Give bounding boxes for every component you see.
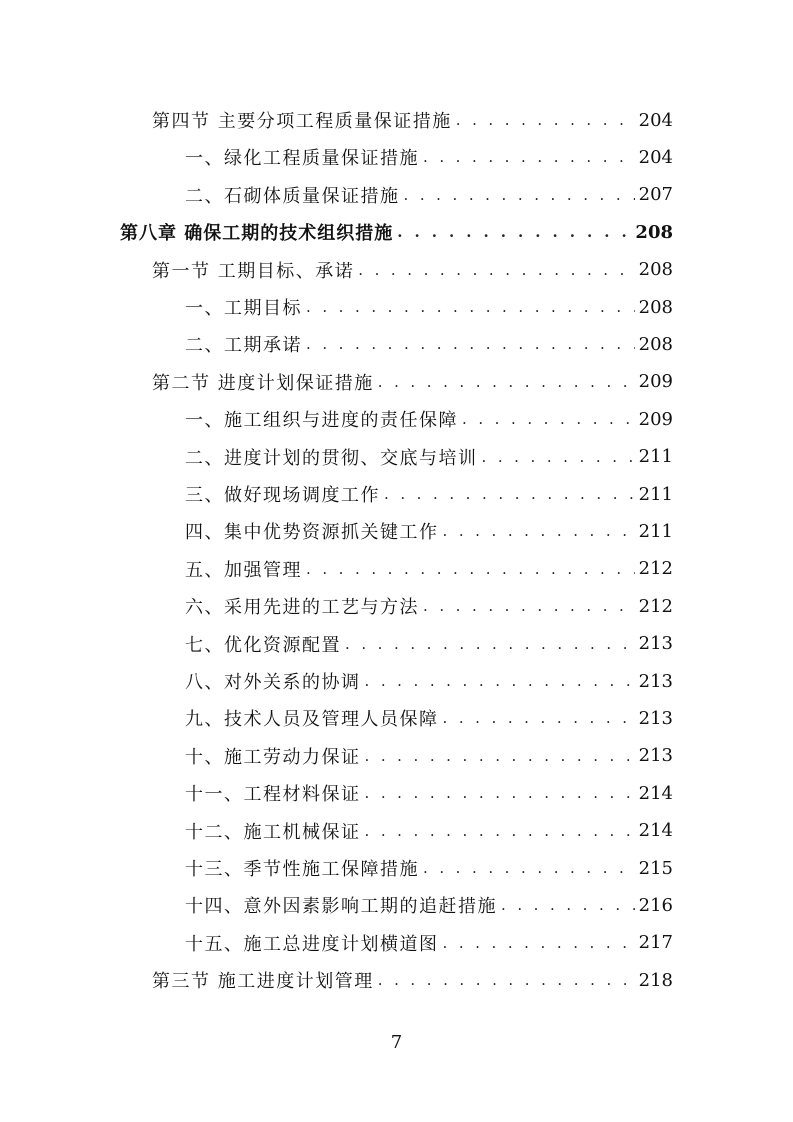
toc-entry-page: 204 [638,109,673,131]
dot-leader [443,709,635,727]
toc-entry[interactable] [185,443,673,471]
toc-entry[interactable] [185,854,673,882]
toc-entry-title: 第八章 确保工期的技术组织措施 [120,223,394,245]
toc-entry-title: 一、施工组织与进度的责任保障 [185,410,458,432]
toc-entry-title: 一、工期目标 [185,298,302,319]
toc-entry[interactable] [185,330,673,358]
dot-leader [423,148,635,166]
toc-entry[interactable] [185,592,673,620]
toc-entry[interactable] [185,143,673,171]
dot-leader [306,335,635,353]
dot-leader [397,223,631,241]
toc-entry[interactable] [152,256,673,284]
toc-entry[interactable] [185,555,673,583]
toc-entry-title: 七、优化资源配置 [185,634,341,656]
page-number: 7 [390,1032,403,1053]
toc-entry-title: 九、技术人员及管理人员保障 [185,709,439,731]
toc-entry-page: 208 [638,296,673,318]
toc-entry-page: 216 [638,894,673,916]
toc-entry[interactable] [185,293,673,321]
toc-entry-page: 207 [638,184,673,206]
toc-entry[interactable] [185,181,673,209]
dot-leader [423,859,635,877]
toc-entry-page: 213 [638,707,673,729]
dot-leader [482,448,635,466]
toc-entry-page: 215 [638,857,673,879]
toc-entry-title: 八、对外关系的协调 [185,672,361,693]
toc-entry-page: 208 [638,333,673,355]
toc-entry-page: 204 [638,146,673,168]
toc-entry[interactable] [152,368,673,396]
toc-entry-title: 第四节 主要分项工程质量保证措施 [152,111,452,132]
toc-entry[interactable] [185,891,673,919]
toc-entry-title: 二、石砌体质量保证措施 [185,185,400,207]
dot-leader [456,111,635,129]
toc-entry-title: 十二、施工机械保证 [185,821,361,843]
toc-entry-page: 212 [638,558,673,580]
toc-entry[interactable] [185,779,673,807]
dot-leader [443,522,635,540]
toc-entry-title: 四、集中优势资源抓关键工作 [185,522,439,544]
toc-entry-title: 一、绿化工程质量保证措施 [185,148,419,170]
toc-entry-page: 213 [638,745,673,767]
dot-leader [404,186,635,204]
toc-entry-page: 217 [638,932,673,954]
toc-entry-page: 212 [638,595,673,617]
toc-entry-title: 十四、意外因素影响工期的追赶措施 [185,896,497,918]
dot-leader [384,485,635,503]
toc-entry-page: 214 [638,820,673,842]
dot-leader [462,410,635,428]
toc-entry[interactable] [185,480,673,508]
dot-leader [423,597,635,615]
toc-entry[interactable] [185,630,673,658]
dot-leader [501,896,635,914]
toc-entry[interactable] [185,817,673,845]
toc-entry-page: 211 [638,446,673,468]
dot-leader [378,971,635,989]
toc-entry-title: 三、做好现场调度工作 [185,485,380,506]
dot-leader [306,298,635,316]
dot-leader [378,373,635,391]
toc-entry-page: 208 [635,221,673,243]
toc-entry-page: 211 [638,483,673,505]
dot-leader [345,635,635,653]
toc-entry-page: 214 [638,782,673,804]
toc-entry-title: 二、进度计划的贯彻、交底与培训 [185,447,478,469]
dot-leader [358,261,634,279]
toc-entry-page: 213 [638,670,673,692]
toc-entry-title: 十一、工程材料保证 [185,784,361,806]
toc-entry[interactable] [152,966,673,994]
dot-leader [306,560,635,578]
toc-entry-page: 208 [638,259,673,281]
dot-leader [365,822,635,840]
toc-entry-page: 211 [638,520,673,542]
toc-entry[interactable] [185,742,673,770]
dot-leader [443,934,635,952]
toc-entry-title: 六、采用先进的工艺与方法 [185,597,419,619]
toc-entry[interactable] [185,517,673,545]
toc-entry[interactable] [185,667,673,695]
toc-entry-title: 十、施工劳动力保证 [185,746,361,768]
toc-entry-title: 十三、季节性施工保障措施 [185,859,419,880]
toc-chapter-entry[interactable] [120,218,673,246]
toc-entry-title: 五、加强管理 [185,559,302,581]
toc-entry[interactable] [185,929,673,957]
dot-leader [365,672,635,690]
toc-entry-title: 第一节 工期目标、承诺 [152,260,355,282]
dot-leader [365,747,635,765]
toc-entry-title: 二、工期承诺 [185,335,302,357]
toc-entry-title: 第三节 施工进度计划管理 [152,971,374,993]
toc-entry[interactable] [152,106,673,134]
toc-entry-page: 218 [638,969,673,991]
toc-entry-page: 213 [638,633,673,655]
toc-entry[interactable] [185,704,673,732]
toc-entry-title: 第二节 进度计划保证措施 [152,372,374,394]
toc-entry-title: 十五、施工总进度计划横道图 [185,933,439,955]
toc-entry-page: 209 [638,408,673,430]
toc-entry-page: 209 [638,371,673,393]
dot-leader [365,784,635,802]
toc-entry[interactable] [185,405,673,433]
